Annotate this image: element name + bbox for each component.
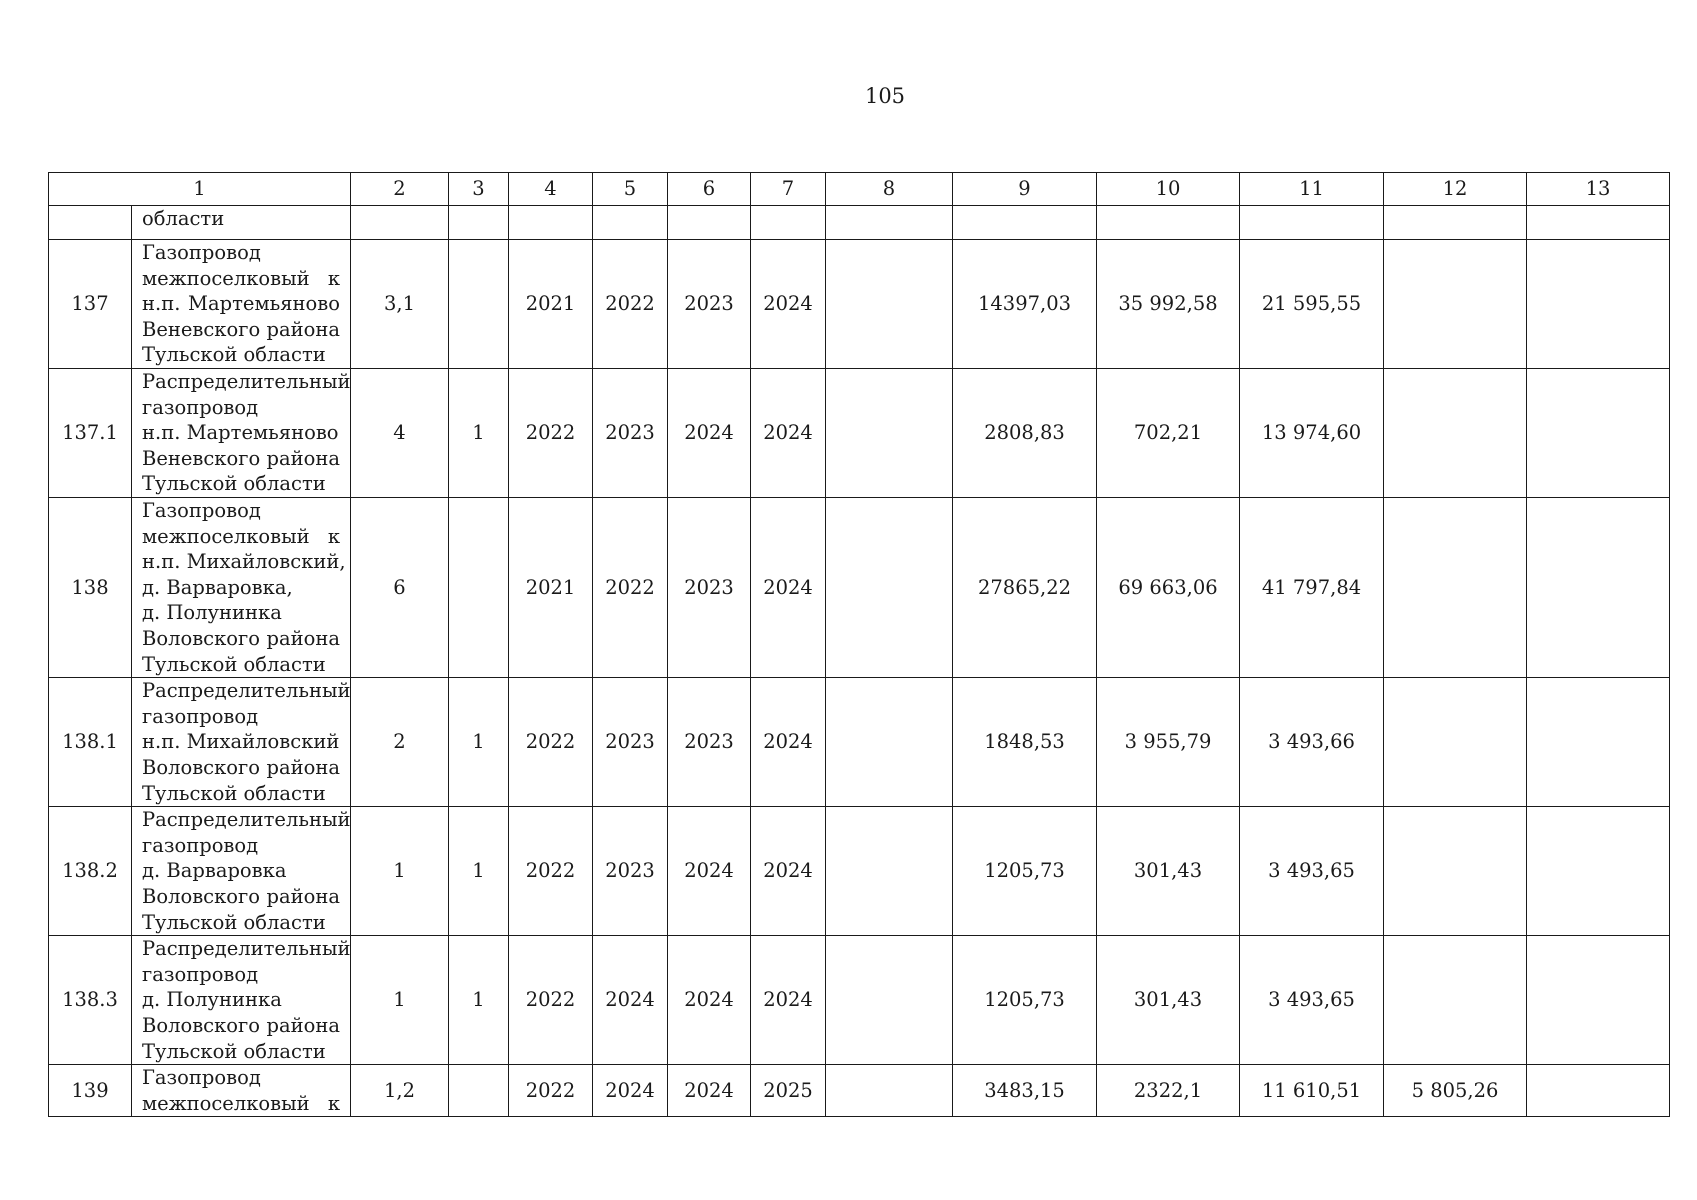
col5-cell: 2023 [593,369,668,498]
object-name-line: Тульской области [142,472,326,496]
row-number-cell: 138.1 [49,678,132,807]
col8-cell [826,498,953,678]
object-name-line: Тульской области [142,652,326,676]
col3-cell: 1 [449,807,509,936]
col12-cell [1384,678,1527,807]
page-number: 105 [864,84,906,108]
col9-cell: 14397,03 [953,240,1097,369]
row-number-cell [49,206,132,240]
header-cell: 5 [593,173,668,206]
col6-cell [668,206,751,240]
object-name-cell [132,498,351,678]
object-name-line: Газопровод [142,1066,261,1090]
col7-cell: 2024 [751,936,826,1065]
object-name-cell [132,369,351,498]
header-cell: 8 [826,173,953,206]
length-cell [351,206,449,240]
col11-cell: 11 610,51 [1240,1065,1384,1117]
col10-cell: 301,43 [1097,807,1240,936]
object-name-line: газопровод [142,833,259,857]
header-cell: 7 [751,173,826,206]
object-name-line: газопровод [142,962,259,986]
header-cell: 10 [1097,173,1240,206]
object-name-line: Веневского района [142,446,341,470]
header-cell: 2 [351,173,449,206]
object-name-line: Тульской области [142,343,326,367]
header-cell: 3 [449,173,509,206]
col8-cell [826,206,953,240]
col7-cell: 2024 [751,498,826,678]
row-number-cell: 137.1 [49,369,132,498]
col3-cell: 1 [449,678,509,807]
col11-cell: 3 493,66 [1240,678,1384,807]
row-number-cell: 139 [49,1065,132,1117]
col8-cell [826,369,953,498]
col6-cell: 2024 [668,936,751,1065]
table-row [49,240,1670,369]
col4-cell: 2022 [509,807,593,936]
col4-cell [509,206,593,240]
col13-cell [1527,240,1670,369]
object-name-line: Воловского района [142,755,341,779]
col9-cell [953,206,1097,240]
table-row [49,498,1670,678]
row-number-cell: 138.2 [49,807,132,936]
length-cell: 4 [351,369,449,498]
col12-cell [1384,240,1527,369]
col13-cell [1527,206,1670,240]
col10-cell: 3 955,79 [1097,678,1240,807]
table-row [49,206,1670,240]
col9-cell: 2808,83 [953,369,1097,498]
header-cell: 12 [1384,173,1527,206]
col11-cell: 41 797,84 [1240,498,1384,678]
col13-cell [1527,678,1670,807]
col13-cell [1527,807,1670,936]
col12-cell [1384,369,1527,498]
table-row [49,678,1670,807]
object-name-cell [132,807,351,936]
col8-cell [826,1065,953,1117]
col3-cell [449,240,509,369]
col7-cell: 2024 [751,240,826,369]
table-row [49,807,1670,936]
col5-cell: 2022 [593,498,668,678]
col12-cell [1384,206,1527,240]
object-name-line: Тульской области [142,910,326,934]
col11-cell: 13 974,60 [1240,369,1384,498]
col3-cell [449,498,509,678]
object-name-line: Тульской области [142,1039,326,1063]
col5-cell: 2024 [593,936,668,1065]
col7-cell: 2025 [751,1065,826,1117]
col5-cell: 2023 [593,678,668,807]
col8-cell [826,240,953,369]
col10-cell: 2322,1 [1097,1065,1240,1117]
object-name-line: д. Варваровка, [142,575,293,599]
object-name-line: Газопровод [142,241,261,264]
col7-cell: 2024 [751,807,826,936]
object-name-line: н.п. Мартемьяново [142,421,339,445]
table-row [49,1065,1670,1117]
object-name-line: Воловского района [142,884,341,908]
header-cell: 1 [49,173,351,206]
col12-cell [1384,936,1527,1065]
length-cell: 1 [351,807,449,936]
col13-cell [1527,1065,1670,1117]
object-name-line: области [142,207,225,230]
length-cell: 6 [351,498,449,678]
col4-cell: 2021 [509,498,593,678]
col13-cell [1527,498,1670,678]
object-name-line: межпоселковый к [142,1091,341,1115]
header-cell: 9 [953,173,1097,206]
col6-cell: 2023 [668,240,751,369]
object-name-line: Распределительный [142,679,351,703]
object-name-line: н.п. Михайловский [142,730,340,754]
object-name-line: Распределительный [142,370,351,393]
col6-cell: 2024 [668,807,751,936]
col9-cell: 3483,15 [953,1065,1097,1117]
header-cell: 6 [668,173,751,206]
col10-cell: 69 663,06 [1097,498,1240,678]
col12-cell [1384,498,1527,678]
col11-cell: 21 595,55 [1240,240,1384,369]
col6-cell: 2023 [668,498,751,678]
col13-cell [1527,936,1670,1065]
col4-cell: 2022 [509,369,593,498]
object-name-line: Тульской области [142,781,326,805]
object-name-line: газопровод [142,395,259,419]
table-row [49,936,1670,1065]
row-number-cell: 138 [49,498,132,678]
col7-cell [751,206,826,240]
row-number-cell: 138.3 [49,936,132,1065]
col4-cell: 2021 [509,240,593,369]
object-name-cell [132,206,351,240]
col5-cell: 2024 [593,1065,668,1117]
object-name-line: Воловского района [142,626,341,650]
col4-cell: 2022 [509,678,593,807]
col9-cell: 1848,53 [953,678,1097,807]
object-name-line: газопровод [142,704,259,728]
col3-cell: 1 [449,936,509,1065]
col3-cell [449,1065,509,1117]
length-cell: 1 [351,936,449,1065]
col10-cell [1097,206,1240,240]
col8-cell [826,678,953,807]
col4-cell: 2022 [509,1065,593,1117]
col3-cell [449,206,509,240]
col6-cell: 2024 [668,1065,751,1117]
object-name-line: н.п. Мартемьяново [142,292,341,316]
row-number-cell: 137 [49,240,132,369]
col8-cell [826,936,953,1065]
length-cell: 2 [351,678,449,807]
col3-cell: 1 [449,369,509,498]
header-row [49,173,1670,206]
table-row [49,369,1670,498]
col7-cell: 2024 [751,678,826,807]
object-name-line: Распределительный [142,808,351,832]
col9-cell: 1205,73 [953,936,1097,1065]
col9-cell: 27865,22 [953,498,1097,678]
object-name-line: д. Полунинка [142,601,282,625]
object-name-line: н.п. Михайловский, [142,550,346,574]
object-name-cell [132,1065,351,1117]
col12-cell [1384,807,1527,936]
length-cell: 1,2 [351,1065,449,1117]
col11-cell: 3 493,65 [1240,936,1384,1065]
object-name-line: Газопровод [142,499,261,522]
col10-cell: 301,43 [1097,936,1240,1065]
header-cell: 13 [1527,173,1670,206]
col5-cell: 2023 [593,807,668,936]
object-name-line: межпоселковый к [142,524,341,548]
col4-cell: 2022 [509,936,593,1065]
object-name-line: д. Полунинка [142,988,282,1012]
header-cell: 4 [509,173,593,206]
object-name-cell [132,936,351,1065]
col6-cell: 2024 [668,369,751,498]
header-cell: 11 [1240,173,1384,206]
object-name-line: Распределительный [142,937,351,961]
object-name-line: Веневского района [142,317,341,341]
col13-cell [1527,369,1670,498]
col5-cell: 2022 [593,240,668,369]
object-name-cell [132,678,351,807]
object-name-line: д. Варваровка [142,859,287,883]
col7-cell: 2024 [751,369,826,498]
col10-cell: 702,21 [1097,369,1240,498]
data-table [48,172,1670,1117]
col11-cell: 3 493,65 [1240,807,1384,936]
col8-cell [826,807,953,936]
col10-cell: 35 992,58 [1097,240,1240,369]
col6-cell: 2023 [668,678,751,807]
col12-cell: 5 805,26 [1384,1065,1527,1117]
object-name-line: межпоселковый к [142,266,341,290]
length-cell: 3,1 [351,240,449,369]
object-name-cell [132,240,351,369]
col11-cell [1240,206,1384,240]
col9-cell: 1205,73 [953,807,1097,936]
col5-cell [593,206,668,240]
object-name-line: Воловского района [142,1013,341,1037]
